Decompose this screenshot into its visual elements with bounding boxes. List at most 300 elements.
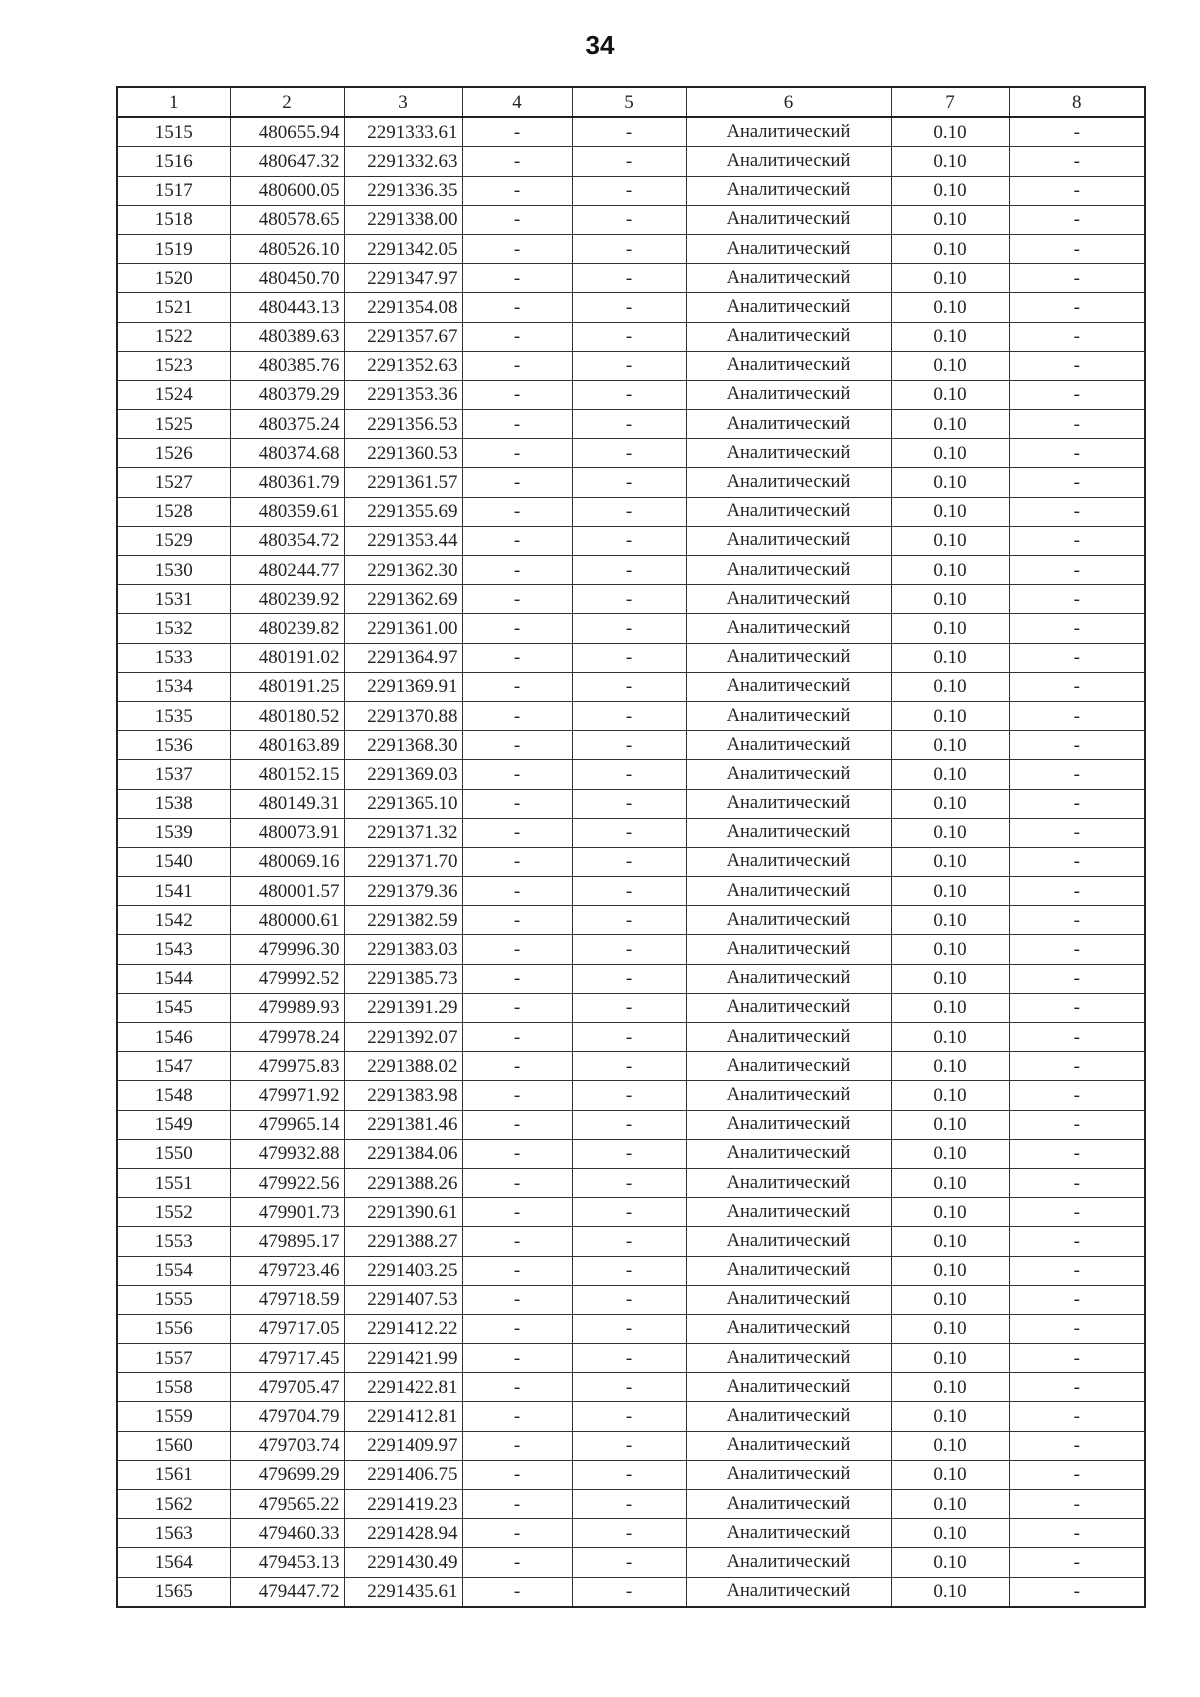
col5-cell: -	[572, 1052, 686, 1081]
table-row	[117, 789, 1145, 818]
point-number-cell: 1538	[117, 789, 230, 818]
col4-cell: -	[462, 1314, 572, 1343]
col8-cell: -	[1009, 1110, 1145, 1139]
coord-y-cell: 2291368.30	[344, 731, 462, 760]
accuracy-cell: 0.10	[891, 672, 1009, 701]
col5-cell: -	[572, 322, 686, 351]
table-row	[117, 1023, 1145, 1052]
point-number-cell: 1522	[117, 322, 230, 351]
col5-cell: -	[572, 1285, 686, 1314]
col4-cell: -	[462, 147, 572, 176]
accuracy-cell: 0.10	[891, 1344, 1009, 1373]
table-row	[117, 556, 1145, 585]
coord-x-cell: 480647.32	[230, 147, 344, 176]
table-row	[117, 1460, 1145, 1489]
coord-y-cell: 2291352.63	[344, 351, 462, 380]
point-number-cell: 1553	[117, 1227, 230, 1256]
point-number-cell: 1520	[117, 264, 230, 293]
accuracy-cell: 0.10	[891, 234, 1009, 263]
point-number-cell: 1562	[117, 1490, 230, 1519]
method-cell: Аналитический	[686, 935, 891, 964]
col8-cell: -	[1009, 993, 1145, 1022]
col4-cell: -	[462, 672, 572, 701]
coord-x-cell: 479705.47	[230, 1373, 344, 1402]
table-row	[117, 1198, 1145, 1227]
table-row	[117, 322, 1145, 351]
coord-x-cell: 479704.79	[230, 1402, 344, 1431]
coord-y-cell: 2291406.75	[344, 1460, 462, 1489]
col5-cell: -	[572, 293, 686, 322]
point-number-cell: 1523	[117, 351, 230, 380]
accuracy-cell: 0.10	[891, 1110, 1009, 1139]
point-number-cell: 1550	[117, 1139, 230, 1168]
coord-x-cell: 480385.76	[230, 351, 344, 380]
method-cell: Аналитический	[686, 205, 891, 234]
table-body	[117, 117, 1145, 1607]
table-row	[117, 380, 1145, 409]
col5-cell: -	[572, 556, 686, 585]
accuracy-cell: 0.10	[891, 1168, 1009, 1197]
coord-y-cell: 2291382.59	[344, 906, 462, 935]
col5-cell: -	[572, 818, 686, 847]
coord-y-cell: 2291362.69	[344, 585, 462, 614]
table-row	[117, 293, 1145, 322]
point-number-cell: 1561	[117, 1460, 230, 1489]
table-row	[117, 1139, 1145, 1168]
col5-cell: -	[572, 1490, 686, 1519]
method-cell: Аналитический	[686, 1081, 891, 1110]
column-header: 8	[1009, 87, 1145, 117]
accuracy-cell: 0.10	[891, 264, 1009, 293]
accuracy-cell: 0.10	[891, 1139, 1009, 1168]
col5-cell: -	[572, 789, 686, 818]
col4-cell: -	[462, 1023, 572, 1052]
method-cell: Аналитический	[686, 760, 891, 789]
method-cell: Аналитический	[686, 1052, 891, 1081]
coord-x-cell: 480191.25	[230, 672, 344, 701]
col4-cell: -	[462, 1198, 572, 1227]
col4-cell: -	[462, 1373, 572, 1402]
col8-cell: -	[1009, 556, 1145, 585]
point-number-cell: 1563	[117, 1519, 230, 1548]
col5-cell: -	[572, 234, 686, 263]
accuracy-cell: 0.10	[891, 1519, 1009, 1548]
col8-cell: -	[1009, 1490, 1145, 1519]
col8-cell: -	[1009, 847, 1145, 876]
coord-x-cell: 480152.15	[230, 760, 344, 789]
accuracy-cell: 0.10	[891, 701, 1009, 730]
column-header: 5	[572, 87, 686, 117]
coord-x-cell: 479978.24	[230, 1023, 344, 1052]
col4-cell: -	[462, 935, 572, 964]
point-number-cell: 1534	[117, 672, 230, 701]
method-cell: Аналитический	[686, 1168, 891, 1197]
method-cell: Аналитический	[686, 847, 891, 876]
col5-cell: -	[572, 205, 686, 234]
point-number-cell: 1525	[117, 410, 230, 439]
col4-cell: -	[462, 818, 572, 847]
col8-cell: -	[1009, 1548, 1145, 1577]
method-cell: Аналитический	[686, 117, 891, 147]
method-cell: Аналитический	[686, 1110, 891, 1139]
coord-y-cell: 2291369.91	[344, 672, 462, 701]
coord-x-cell: 479922.56	[230, 1168, 344, 1197]
point-number-cell: 1515	[117, 117, 230, 147]
point-number-cell: 1557	[117, 1344, 230, 1373]
col8-cell: -	[1009, 410, 1145, 439]
method-cell: Аналитический	[686, 1431, 891, 1460]
accuracy-cell: 0.10	[891, 468, 1009, 497]
method-cell: Аналитический	[686, 1314, 891, 1343]
coord-y-cell: 2291355.69	[344, 497, 462, 526]
accuracy-cell: 0.10	[891, 1460, 1009, 1489]
accuracy-cell: 0.10	[891, 1256, 1009, 1285]
coord-x-cell: 479717.05	[230, 1314, 344, 1343]
col8-cell: -	[1009, 672, 1145, 701]
method-cell: Аналитический	[686, 439, 891, 468]
point-number-cell: 1517	[117, 176, 230, 205]
accuracy-cell: 0.10	[891, 935, 1009, 964]
table-row	[117, 234, 1145, 263]
table-row	[117, 1314, 1145, 1343]
col5-cell: -	[572, 701, 686, 730]
accuracy-cell: 0.10	[891, 1285, 1009, 1314]
col5-cell: -	[572, 468, 686, 497]
table-row	[117, 264, 1145, 293]
point-number-cell: 1521	[117, 293, 230, 322]
accuracy-cell: 0.10	[891, 877, 1009, 906]
coord-y-cell: 2291338.00	[344, 205, 462, 234]
accuracy-cell: 0.10	[891, 1431, 1009, 1460]
point-number-cell: 1559	[117, 1402, 230, 1431]
coord-x-cell: 480526.10	[230, 234, 344, 263]
method-cell: Аналитический	[686, 1519, 891, 1548]
col8-cell: -	[1009, 614, 1145, 643]
accuracy-cell: 0.10	[891, 789, 1009, 818]
table-row	[117, 1402, 1145, 1431]
point-number-cell: 1558	[117, 1373, 230, 1402]
accuracy-cell: 0.10	[891, 322, 1009, 351]
col5-cell: -	[572, 439, 686, 468]
point-number-cell: 1555	[117, 1285, 230, 1314]
col4-cell: -	[462, 906, 572, 935]
point-number-cell: 1526	[117, 439, 230, 468]
table-row	[117, 351, 1145, 380]
col5-cell: -	[572, 1344, 686, 1373]
method-cell: Аналитический	[686, 585, 891, 614]
table-row	[117, 672, 1145, 701]
col5-cell: -	[572, 117, 686, 147]
col4-cell: -	[462, 585, 572, 614]
coord-y-cell: 2291364.97	[344, 643, 462, 672]
coord-y-cell: 2291409.97	[344, 1431, 462, 1460]
col8-cell: -	[1009, 1519, 1145, 1548]
col4-cell: -	[462, 117, 572, 147]
point-number-cell: 1516	[117, 147, 230, 176]
method-cell: Аналитический	[686, 818, 891, 847]
col5-cell: -	[572, 993, 686, 1022]
accuracy-cell: 0.10	[891, 176, 1009, 205]
col8-cell: -	[1009, 468, 1145, 497]
col5-cell: -	[572, 906, 686, 935]
col8-cell: -	[1009, 935, 1145, 964]
col8-cell: -	[1009, 497, 1145, 526]
col5-cell: -	[572, 1198, 686, 1227]
point-number-cell: 1539	[117, 818, 230, 847]
method-cell: Аналитический	[686, 497, 891, 526]
col4-cell: -	[462, 964, 572, 993]
coord-y-cell: 2291356.53	[344, 410, 462, 439]
accuracy-cell: 0.10	[891, 1548, 1009, 1577]
accuracy-cell: 0.10	[891, 585, 1009, 614]
method-cell: Аналитический	[686, 176, 891, 205]
coord-y-cell: 2291353.44	[344, 526, 462, 555]
point-number-cell: 1533	[117, 643, 230, 672]
method-cell: Аналитический	[686, 1139, 891, 1168]
coord-x-cell: 479895.17	[230, 1227, 344, 1256]
column-header: 6	[686, 87, 891, 117]
col8-cell: -	[1009, 176, 1145, 205]
point-number-cell: 1532	[117, 614, 230, 643]
col8-cell: -	[1009, 205, 1145, 234]
col5-cell: -	[572, 1402, 686, 1431]
coord-y-cell: 2291430.49	[344, 1548, 462, 1577]
coord-x-cell: 479723.46	[230, 1256, 344, 1285]
coord-x-cell: 480655.94	[230, 117, 344, 147]
col4-cell: -	[462, 847, 572, 876]
col4-cell: -	[462, 322, 572, 351]
accuracy-cell: 0.10	[891, 818, 1009, 847]
coord-y-cell: 2291332.63	[344, 147, 462, 176]
col4-cell: -	[462, 380, 572, 409]
method-cell: Аналитический	[686, 1344, 891, 1373]
coord-y-cell: 2291353.36	[344, 380, 462, 409]
col8-cell: -	[1009, 322, 1145, 351]
col5-cell: -	[572, 877, 686, 906]
method-cell: Аналитический	[686, 1490, 891, 1519]
col8-cell: -	[1009, 701, 1145, 730]
col5-cell: -	[572, 1460, 686, 1489]
table-row	[117, 147, 1145, 176]
col8-cell: -	[1009, 1023, 1145, 1052]
col4-cell: -	[462, 1081, 572, 1110]
col4-cell: -	[462, 293, 572, 322]
point-number-cell: 1531	[117, 585, 230, 614]
coord-x-cell: 480374.68	[230, 439, 344, 468]
coord-y-cell: 2291422.81	[344, 1373, 462, 1402]
table-row	[117, 643, 1145, 672]
point-number-cell: 1547	[117, 1052, 230, 1081]
coord-y-cell: 2291388.02	[344, 1052, 462, 1081]
coord-x-cell: 480073.91	[230, 818, 344, 847]
col5-cell: -	[572, 1256, 686, 1285]
accuracy-cell: 0.10	[891, 643, 1009, 672]
point-number-cell: 1544	[117, 964, 230, 993]
coord-x-cell: 480069.16	[230, 847, 344, 876]
col4-cell: -	[462, 993, 572, 1022]
table-row	[117, 701, 1145, 730]
table-row	[117, 614, 1145, 643]
table-row	[117, 1052, 1145, 1081]
table-row	[117, 1373, 1145, 1402]
method-cell: Аналитический	[686, 701, 891, 730]
method-cell: Аналитический	[686, 1023, 891, 1052]
col4-cell: -	[462, 1548, 572, 1577]
col5-cell: -	[572, 1314, 686, 1343]
coord-y-cell: 2291342.05	[344, 234, 462, 263]
accuracy-cell: 0.10	[891, 731, 1009, 760]
coord-x-cell: 479932.88	[230, 1139, 344, 1168]
col4-cell: -	[462, 439, 572, 468]
col8-cell: -	[1009, 760, 1145, 789]
coord-y-cell: 2291385.73	[344, 964, 462, 993]
col4-cell: -	[462, 234, 572, 263]
col4-cell: -	[462, 410, 572, 439]
accuracy-cell: 0.10	[891, 117, 1009, 147]
col8-cell: -	[1009, 731, 1145, 760]
coord-x-cell: 479453.13	[230, 1548, 344, 1577]
coord-x-cell: 480450.70	[230, 264, 344, 293]
table-row	[117, 497, 1145, 526]
point-number-cell: 1540	[117, 847, 230, 876]
coord-x-cell: 480359.61	[230, 497, 344, 526]
table-row	[117, 1431, 1145, 1460]
col5-cell: -	[572, 264, 686, 293]
col8-cell: -	[1009, 585, 1145, 614]
col4-cell: -	[462, 176, 572, 205]
col8-cell: -	[1009, 818, 1145, 847]
method-cell: Аналитический	[686, 1256, 891, 1285]
table-row	[117, 468, 1145, 497]
coord-y-cell: 2291428.94	[344, 1519, 462, 1548]
coord-y-cell: 2291370.88	[344, 701, 462, 730]
col5-cell: -	[572, 935, 686, 964]
accuracy-cell: 0.10	[891, 1198, 1009, 1227]
coord-x-cell: 479565.22	[230, 1490, 344, 1519]
col8-cell: -	[1009, 1431, 1145, 1460]
col5-cell: -	[572, 1548, 686, 1577]
coord-y-cell: 2291390.61	[344, 1198, 462, 1227]
point-number-cell: 1556	[117, 1314, 230, 1343]
method-cell: Аналитический	[686, 1373, 891, 1402]
col5-cell: -	[572, 1227, 686, 1256]
method-cell: Аналитический	[686, 526, 891, 555]
table-row	[117, 1548, 1145, 1577]
point-number-cell: 1565	[117, 1577, 230, 1607]
method-cell: Аналитический	[686, 556, 891, 585]
table-header-row	[117, 87, 1145, 117]
table-row	[117, 585, 1145, 614]
coord-y-cell: 2291407.53	[344, 1285, 462, 1314]
table-row	[117, 818, 1145, 847]
col5-cell: -	[572, 1577, 686, 1607]
point-number-cell: 1535	[117, 701, 230, 730]
coord-y-cell: 2291379.36	[344, 877, 462, 906]
col4-cell: -	[462, 1168, 572, 1197]
col4-cell: -	[462, 877, 572, 906]
table-row	[117, 439, 1145, 468]
coord-y-cell: 2291365.10	[344, 789, 462, 818]
col5-cell: -	[572, 614, 686, 643]
coord-x-cell: 480578.65	[230, 205, 344, 234]
table-row	[117, 205, 1145, 234]
coord-x-cell: 480000.61	[230, 906, 344, 935]
accuracy-cell: 0.10	[891, 760, 1009, 789]
accuracy-cell: 0.10	[891, 205, 1009, 234]
point-number-cell: 1551	[117, 1168, 230, 1197]
coord-y-cell: 2291384.06	[344, 1139, 462, 1168]
col5-cell: -	[572, 1431, 686, 1460]
method-cell: Аналитический	[686, 906, 891, 935]
point-number-cell: 1554	[117, 1256, 230, 1285]
col5-cell: -	[572, 351, 686, 380]
coord-x-cell: 480244.77	[230, 556, 344, 585]
col8-cell: -	[1009, 906, 1145, 935]
method-cell: Аналитический	[686, 672, 891, 701]
col4-cell: -	[462, 264, 572, 293]
column-header: 1	[117, 87, 230, 117]
col4-cell: -	[462, 526, 572, 555]
method-cell: Аналитический	[686, 1548, 891, 1577]
coord-y-cell: 2291357.67	[344, 322, 462, 351]
page-number: 34	[585, 30, 615, 60]
col8-cell: -	[1009, 147, 1145, 176]
col5-cell: -	[572, 1023, 686, 1052]
accuracy-cell: 0.10	[891, 293, 1009, 322]
col5-cell: -	[572, 1373, 686, 1402]
accuracy-cell: 0.10	[891, 1490, 1009, 1519]
method-cell: Аналитический	[686, 322, 891, 351]
point-number-cell: 1530	[117, 556, 230, 585]
col8-cell: -	[1009, 439, 1145, 468]
table-row	[117, 117, 1145, 147]
table-row	[117, 964, 1145, 993]
col8-cell: -	[1009, 117, 1145, 147]
table-row	[117, 1490, 1145, 1519]
table-row	[117, 731, 1145, 760]
accuracy-cell: 0.10	[891, 1402, 1009, 1431]
col8-cell: -	[1009, 643, 1145, 672]
table-row	[117, 847, 1145, 876]
table-row	[117, 1110, 1145, 1139]
col5-cell: -	[572, 526, 686, 555]
accuracy-cell: 0.10	[891, 410, 1009, 439]
method-cell: Аналитический	[686, 877, 891, 906]
coord-x-cell: 479996.30	[230, 935, 344, 964]
col4-cell: -	[462, 789, 572, 818]
col8-cell: -	[1009, 1402, 1145, 1431]
table-row	[117, 877, 1145, 906]
coord-x-cell: 480001.57	[230, 877, 344, 906]
coord-y-cell: 2291371.70	[344, 847, 462, 876]
accuracy-cell: 0.10	[891, 380, 1009, 409]
method-cell: Аналитический	[686, 234, 891, 263]
col4-cell: -	[462, 731, 572, 760]
point-number-cell: 1527	[117, 468, 230, 497]
method-cell: Аналитический	[686, 1198, 891, 1227]
column-header: 7	[891, 87, 1009, 117]
point-number-cell: 1541	[117, 877, 230, 906]
coord-y-cell: 2291336.35	[344, 176, 462, 205]
coord-y-cell: 2291391.29	[344, 993, 462, 1022]
coord-y-cell: 2291347.97	[344, 264, 462, 293]
col4-cell: -	[462, 556, 572, 585]
table-row	[117, 176, 1145, 205]
coord-x-cell: 480375.24	[230, 410, 344, 439]
method-cell: Аналитический	[686, 1227, 891, 1256]
table-row	[117, 1344, 1145, 1373]
col8-cell: -	[1009, 1198, 1145, 1227]
